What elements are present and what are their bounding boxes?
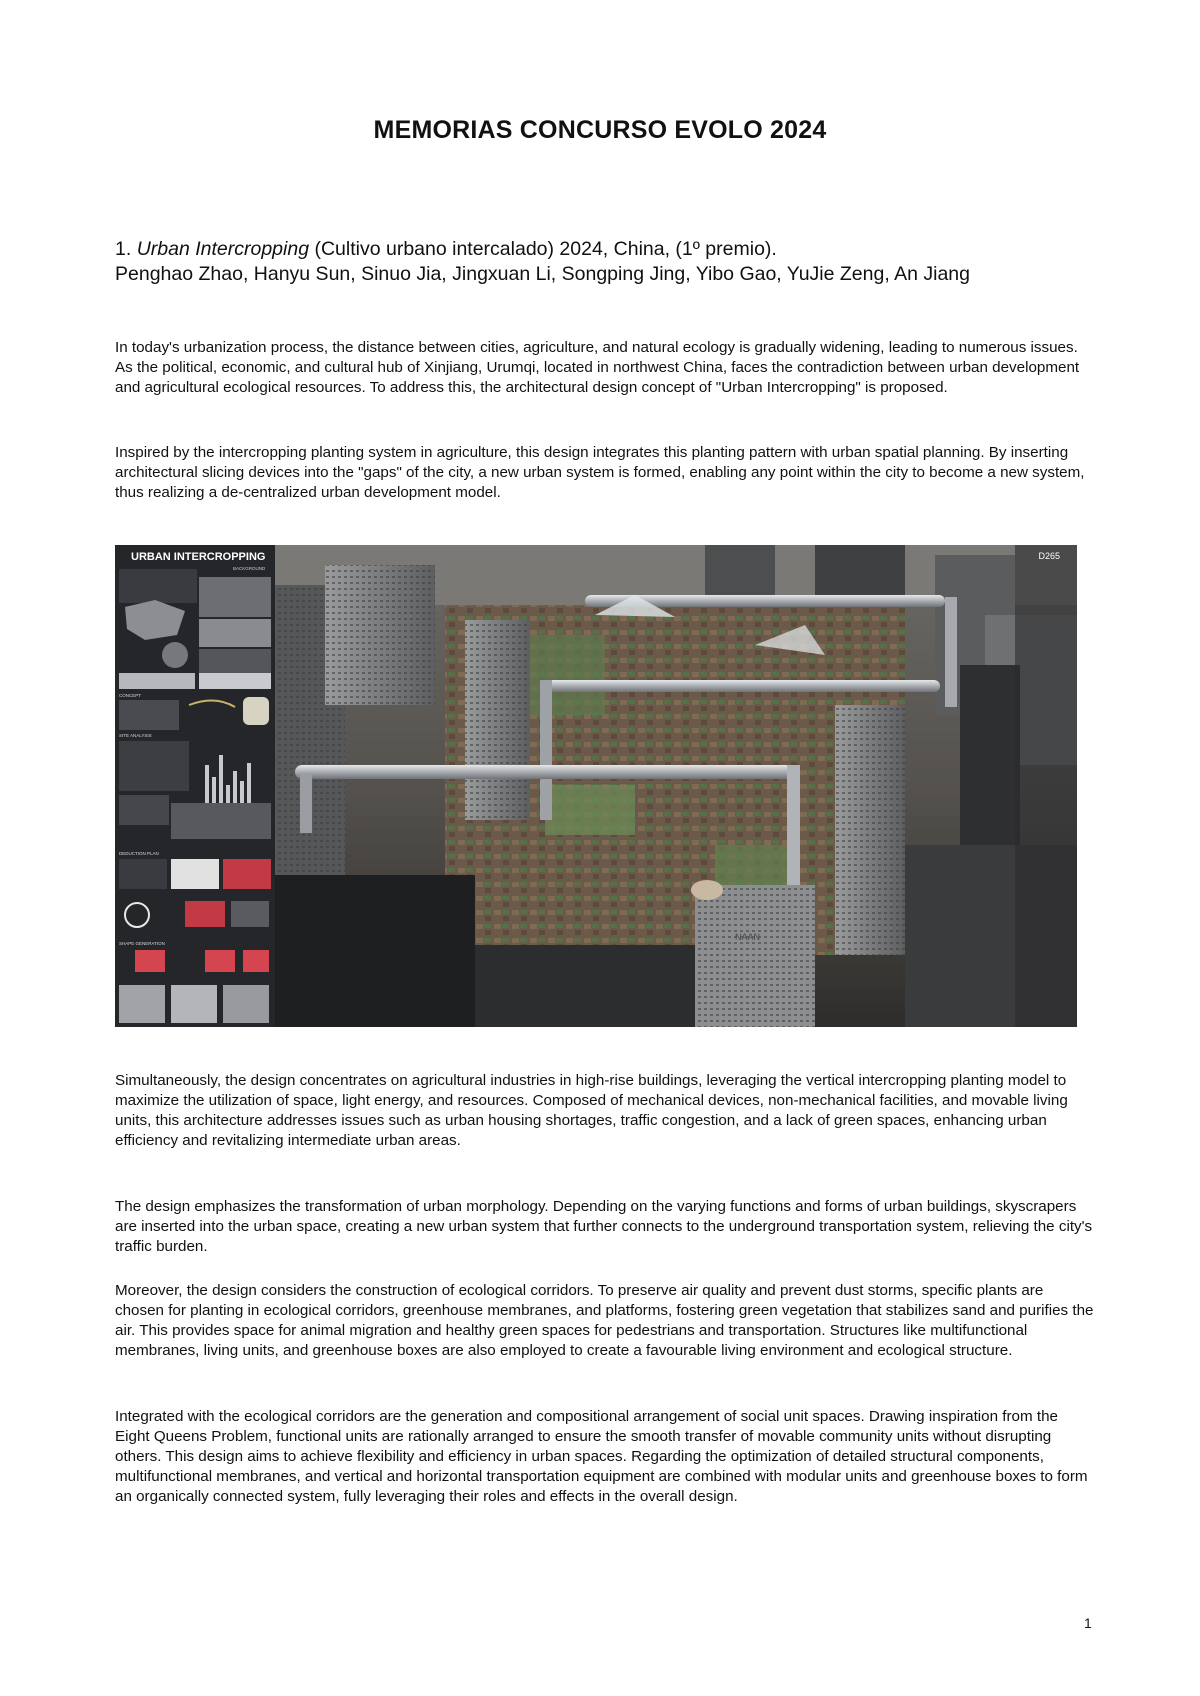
paragraph: The design emphasizes the transformation of urban morphology. Depending on the varying functions and forms of urban buildings, skyscrapers are inserted into the urban space, creating a new urban system that further connects to the underground transportation system, relieving the city's traffic burden. (115, 1198, 1093, 1255)
document-title: MEMORIAS CONCURSO EVOLO 2024 (373, 116, 827, 144)
poster-label: BACKGROUND (233, 566, 266, 571)
building-sign: NAAN (735, 932, 761, 942)
paragraph: In today's urbanization process, the distance between cities, agriculture, and natural ecology is gradually widening, leading to numerous issues. As the political, economic, and cultural hub of Xinjiang, Urumqi, located in northwest China, faces the contradiction between urban development and agricultural ecological resources. To address this, the architectural design concept of "Urban Intercropping" is proposed. (115, 339, 1080, 396)
entry-heading-rest: (Cultivo urbano intercalado) 2024, China, (1º premio). (314, 238, 777, 260)
entry-number: 1. (115, 238, 132, 260)
entry-code-label: D265 (1038, 551, 1060, 561)
paragraph: Moreover, the design considers the construction of ecological corridors. To preserve air quality and prevent dust storms, specific plants are chosen for planting in ecological corridors, greenhouse membranes, and platforms, fostering green vegetation that stabilizes sand and purifies the air. This provides space for animal migration and healthy green spaces for pedestrians and transportation. Structures like multifunctional membranes, living units, and greenhouse boxes are also employed to create a favourable living environment and ecological structure. (115, 1282, 1094, 1359)
paragraph: Integrated with the ecological corridors are the generation and compositional arrangement of social unit spaces. Drawing inspiration from the Eight Queens Problem, functional units are rationally arranged to ensure the smooth transfer of movable community units without disrupting others. This design aims to achieve flexibility and efficiency in urban spaces. Regarding the optimization of detailed structural components, multifunctional membranes, and vertical and horizontal transportation equipment are combined with modular units and greenhouse boxes to form an organically connected system, fully leveraging their roles and effects in the overall design. (115, 1408, 1088, 1505)
poster-label: SHAPE GENERATION (119, 941, 165, 946)
poster-panel (115, 545, 275, 1027)
entry-authors: Penghao Zhao, Hanyu Sun, Sinuo Jia, Jingxuan Li, Songping Jing, Yibo Gao, YuJie Zeng, An Jiang (115, 263, 970, 285)
project-figure (115, 545, 1077, 1027)
paragraph: Inspired by the intercropping planting system in agriculture, this design integrates this planting pattern with urban spatial planning. By inserting architectural slicing devices into the "gaps" of the city, a new urban system is formed, enabling any point within the city to become a new system, thus realizing a de-centralized urban development model. (115, 444, 1085, 501)
paragraph: Simultaneously, the design concentrates on agricultural industries in high-rise buildings, leveraging the vertical intercropping planting model to maximize the utilization of space, light energy, and resources. Composed of mechanical devices, non-mechanical facilities, and movable living units, this architecture addresses issues such as urban housing shortages, traffic congestion, and a lack of green spaces, enhancing urban efficiency and revitalizing intermediate urban areas. (115, 1072, 1068, 1149)
aerial-render-image (115, 545, 1077, 1027)
poster-label: CONCEPT (119, 693, 142, 698)
aerial-city-render (275, 545, 1077, 1027)
page-number: 1 (1084, 1615, 1092, 1631)
poster-title: URBAN INTERCROPPING (131, 551, 266, 563)
poster-label: SITE ANALYSIS (119, 733, 152, 738)
entry-heading (115, 237, 1095, 262)
poster-label: DEDUCTION PLAN (119, 851, 159, 856)
project-name: Urban Intercropping (136, 238, 310, 260)
